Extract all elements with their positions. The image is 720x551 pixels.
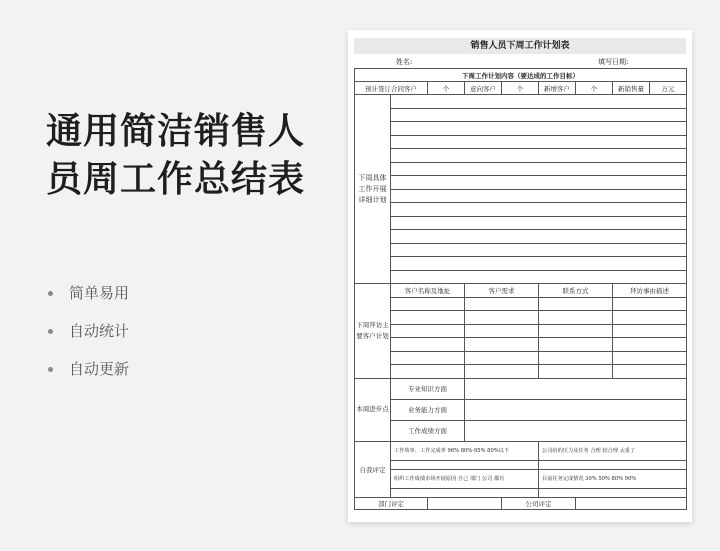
promo-title <box>46 108 336 204</box>
progress-label: 本周进步点 <box>355 378 391 441</box>
plan-row <box>391 257 687 271</box>
visit-row <box>355 351 687 365</box>
plan-row <box>391 122 687 136</box>
progress-item: 业务能力方面 <box>391 399 465 420</box>
plan-row <box>391 203 687 217</box>
metric-unit: 万元 <box>650 82 687 95</box>
self-eval-label: 自我评定 <box>355 441 391 497</box>
metric-unit: 个 <box>502 82 539 95</box>
metrics-row <box>355 82 687 95</box>
visit-section-label: 下周拜访主要客户计划 <box>355 284 391 379</box>
name-label: 姓名: <box>396 58 413 66</box>
dept-eval-label: 部门评定 <box>355 497 428 509</box>
bullet-icon <box>48 367 53 372</box>
metric-label: 意向客户 <box>465 82 502 95</box>
feature-item: 自动统计 <box>46 320 129 358</box>
plan-row <box>391 135 687 149</box>
plan-header: 下周工作计划内容（要达成的工作目标） <box>355 69 687 82</box>
metric-label: 新增客户 <box>539 82 576 95</box>
document-preview <box>348 30 692 522</box>
plan-row <box>391 149 687 163</box>
visit-row <box>355 297 687 311</box>
visit-row <box>355 324 687 338</box>
plan-row <box>391 176 687 190</box>
plan-row <box>391 230 687 244</box>
plan-row <box>391 270 687 284</box>
self-eval-reason: 组织工作成绩市场开展原因 自己 部门 公司 都有 <box>391 469 539 488</box>
visit-header: 客户名称及地址 <box>391 284 465 298</box>
self-eval-pressure: 公司给的压力及任务 合理 较合理 太重了 <box>539 441 687 460</box>
form-table <box>354 68 687 510</box>
plan-row <box>391 189 687 203</box>
plan-section-label: 下周具体工作开展详细计划 <box>355 95 391 284</box>
bullet-icon <box>48 329 53 334</box>
visit-row <box>355 365 687 379</box>
bullet-icon <box>48 291 53 296</box>
plan-row <box>391 216 687 230</box>
visit-row <box>355 338 687 352</box>
promo-title-line-1: 通用简洁销售人 <box>46 111 306 152</box>
plan-row <box>391 108 687 122</box>
visit-header: 联系方式 <box>539 284 613 298</box>
feature-item: 简单易用 <box>46 282 129 320</box>
document-title: 销售人员下周工作计划表 <box>354 38 686 54</box>
plan-row <box>391 243 687 257</box>
date-label: 填写日期: <box>598 58 629 66</box>
metric-label: 预计签订合同客户 <box>355 82 428 95</box>
plan-row <box>391 95 687 109</box>
feature-list <box>46 282 129 396</box>
plan-row <box>391 162 687 176</box>
visit-header: 拜访事由描述 <box>613 284 687 298</box>
self-eval-completion: 目前任务完成情况 30% 50% 80% 90% <box>539 469 687 488</box>
feature-item: 自动更新 <box>46 358 129 396</box>
metric-unit: 个 <box>428 82 465 95</box>
form-grid <box>354 68 686 514</box>
progress-item: 专业知识方面 <box>391 378 465 399</box>
metric-label: 新销售量 <box>613 82 650 95</box>
promo-title-line-2: 员周工作总结表 <box>46 159 306 200</box>
company-eval-label: 公司评定 <box>502 497 576 509</box>
self-eval-efficiency: 工作效率、工作完成率 96% 80%-95% 80%以下 <box>391 441 539 460</box>
metric-unit: 个 <box>576 82 613 95</box>
progress-item: 工作成绩方面 <box>391 420 465 441</box>
visit-header: 客户需求 <box>465 284 539 298</box>
visit-row <box>355 311 687 325</box>
